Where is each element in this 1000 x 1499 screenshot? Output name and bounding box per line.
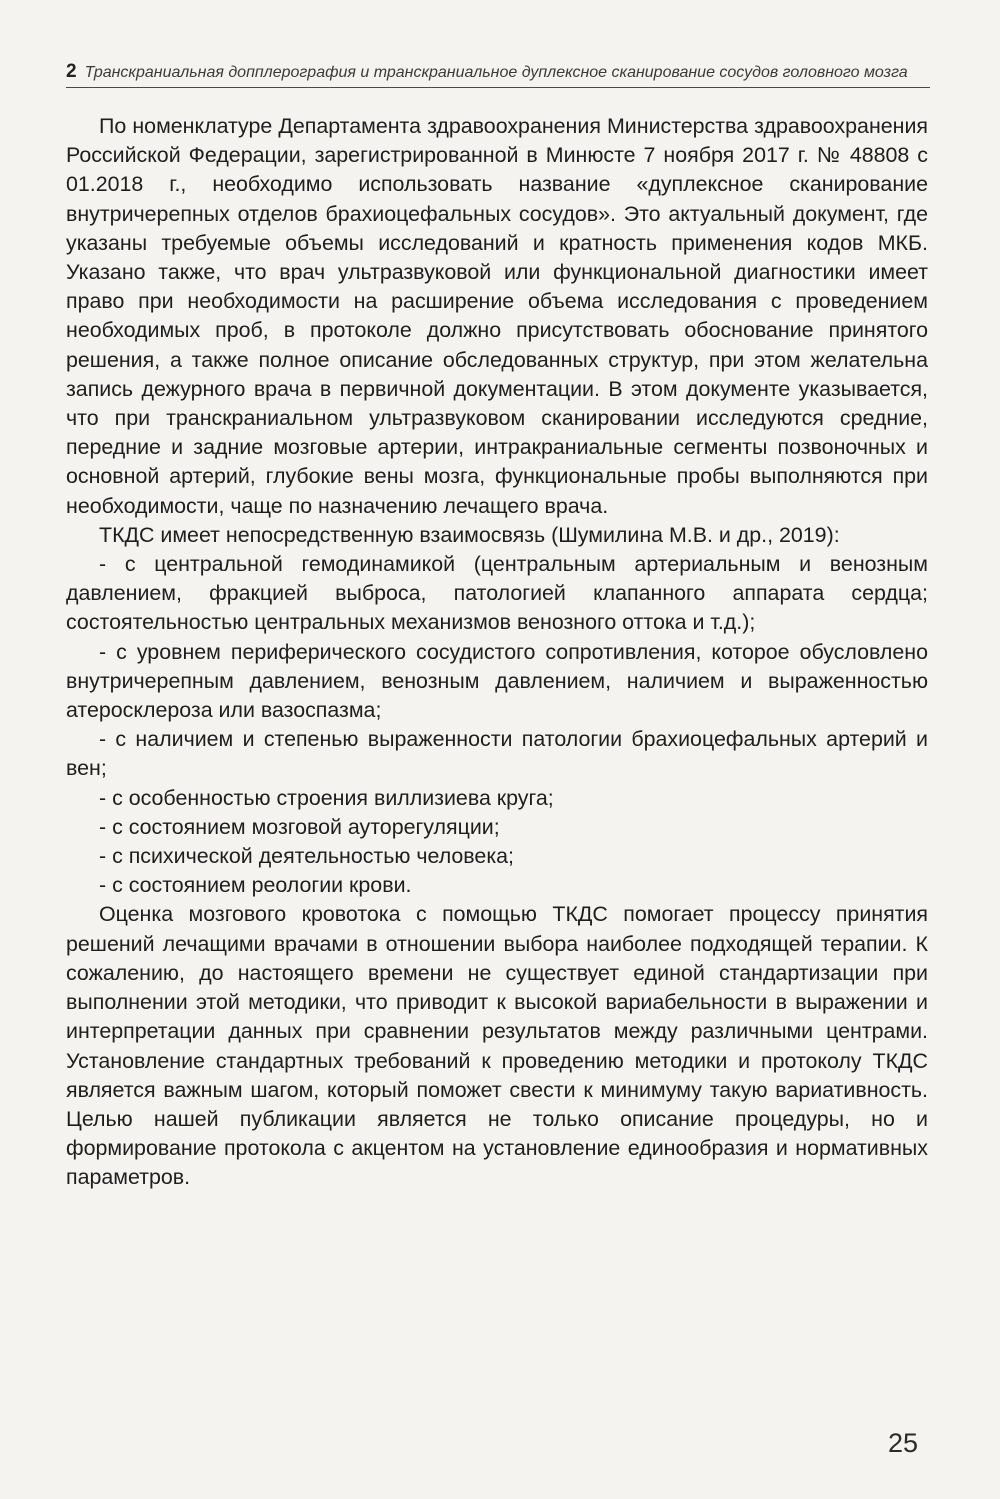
- body-text: [66, 112, 928, 1193]
- chapter-title: Транскраниальная допплерография и транскраниальное дуплексное сканирование сосудов головного мозга: [84, 64, 908, 81]
- running-header: [66, 61, 930, 83]
- header-divider: [66, 87, 930, 88]
- list-item: - с центральной гемодинамикой (центральным артериальным и венозным давлением, фракцией выброса, патологией клапанного аппарата сердца; состоятельностью центральных механизмов венозного оттока и т.д.);: [66, 552, 928, 635]
- paragraph-assessment: Оценка мозгового кровотока с помощью ТКДС помогает процессу принятия решений лечащими врачами в отношении выбора наиболее подходящей терапии. К сожалению, до настоящего времени не существует единой стандартизации при выполнении этой методики, что приводит к высокой вариабельности в выражении и интерпретации данных при сравнении результатов между различными центрами. Установление стандартных требований к проведению методики и протоколу ТКДС является важным шагом, который поможет свести к минимуму такую вариативность. Целью нашей публикации является не только описание процедуры, но и формирование протокола с акцентом на установление единообразия и нормативных параметров.: [66, 902, 928, 1190]
- list-item: - с психической деятельностью человека;: [99, 844, 514, 869]
- paragraph-tkds-relation: ТКДС имеет непосредственную взаимосвязь (Шумилина М.В. и др., 2019):: [99, 522, 840, 547]
- paragraph-nomenclature: По номенклатуре Департамента здравоохранения Министерства здравоохранения Российской Федерации, зарегистрированной в Минюсте 7 ноября 2017 г. № 48808 с 01.2018 г., необходимо использовать название «дуплексное сканирование внутричерепных отделов брахиоцефальных сосудов». Это актуальный документ, где указаны требуемые объемы исследований и кратность применения кодов МКБ. Указано также, что врач ультразвуковой или функциональной диагностики имеет право при необходимости на расширение объема исследования с проведением необходимых проб, в протоколе должно присутствовать обоснование принятого решения, а также полное описание обследованных структур, при этом желательна запись дежурного врача в первичной документации. В этом документе указывается, что при транскраниальном ультразвуковом сканировании исследуются средние, передние и задние мозговые артерии, интракраниальные сегменты позвоночных и основной артерий, глубокие вены мозга, функциональные пробы выполняются при необходимости, чаще по назначению лечащего врача.: [66, 114, 928, 518]
- chapter-number: 2: [66, 61, 77, 82]
- list-item: - с состоянием мозговой ауторегуляции;: [99, 814, 500, 839]
- page-number: 25: [888, 1428, 919, 1458]
- list-item: - с состоянием реологии крови.: [99, 873, 412, 898]
- list-item: - с наличием и степенью выраженности патологии брахиоцефальных артерий и вен;: [66, 727, 928, 781]
- list-item: - с уровнем периферического сосудистого сопротивления, которое обусловлено внутричерепным давлением, венозным давлением, наличием и выраженностью атеросклероза или вазоспазма;: [66, 639, 928, 723]
- list-item: - с особенностью строения виллизиева круга;: [99, 785, 554, 810]
